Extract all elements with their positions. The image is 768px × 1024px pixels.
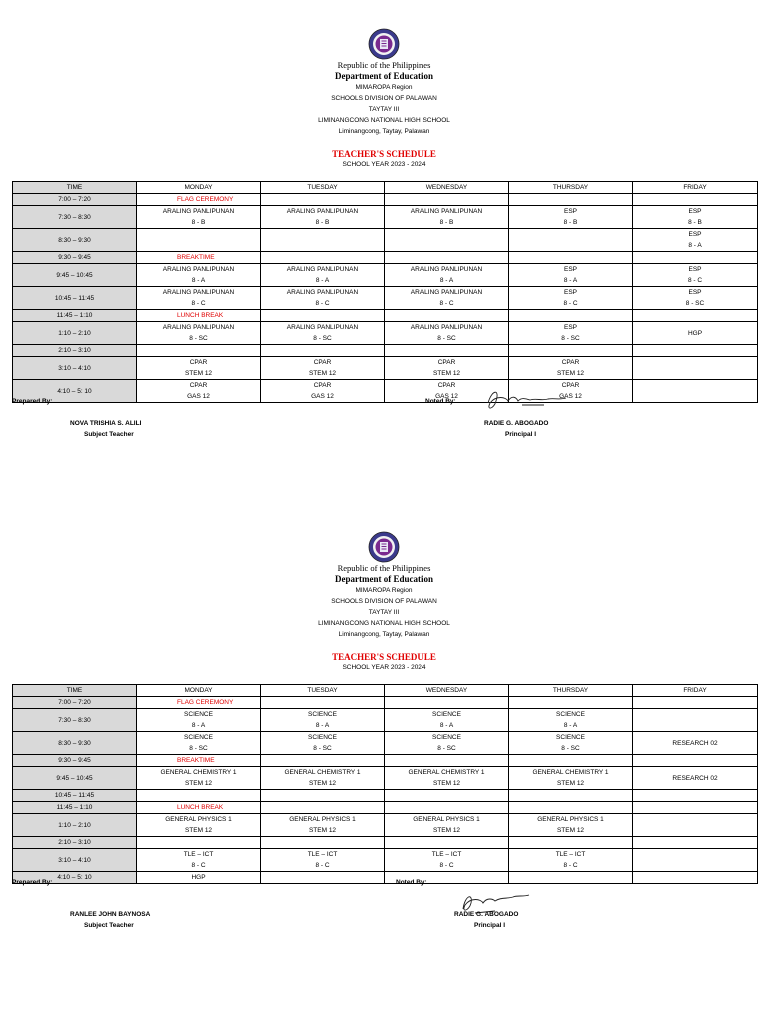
time-cell: 9:45 – 10:45 (13, 264, 137, 287)
schedule-title: TEACHER'S SCHEDULE (332, 652, 436, 662)
column-header: TIME (13, 685, 137, 697)
table-row (13, 767, 758, 790)
event-cell: FLAG CEREMONY (137, 697, 261, 709)
table-row (13, 380, 758, 403)
noted-name: RADIE G. ABOGADO (454, 911, 519, 918)
event-cell: BREAKTIME (137, 755, 261, 767)
deped-seal-icon (368, 28, 400, 60)
class-cell (509, 345, 633, 357)
class-cell: GENERAL CHEMISTRY 1 STEM 12 (137, 767, 261, 790)
class-cell: ESP 8 - C (509, 287, 633, 310)
time-cell: 7:30 – 8:30 (13, 709, 137, 732)
empty-cell (633, 252, 758, 264)
empty-cell (385, 252, 509, 264)
district-line: TAYTAY III (368, 106, 400, 113)
class-cell: GENERAL PHYSICS 1 STEM 12 (385, 814, 509, 837)
time-cell: 9:45 – 10:45 (13, 767, 137, 790)
time-cell: 11:45 – 1:10 (13, 310, 137, 322)
empty-cell (633, 802, 758, 814)
noted-name: RADIE G. ABOGADO (484, 420, 549, 427)
table-row (13, 345, 758, 357)
empty-cell (261, 310, 385, 322)
schedule-title: TEACHER'S SCHEDULE (332, 149, 436, 159)
prepared-role: Subject Teacher (84, 922, 134, 929)
column-header: TUESDAY (261, 182, 385, 194)
class-cell (633, 814, 758, 837)
class-cell: ARALING PANLIPUNAN 8 - SC (137, 322, 261, 345)
class-cell: ARALING PANLIPUNAN 8 - A (261, 264, 385, 287)
empty-cell (509, 252, 633, 264)
time-cell: 9:30 – 9:45 (13, 252, 137, 264)
empty-cell (633, 755, 758, 767)
time-cell: 4:10 – 5: 10 (13, 380, 137, 403)
table-row (13, 837, 758, 849)
class-cell: CPAR STEM 12 (261, 357, 385, 380)
time-cell: 3:10 – 4:10 (13, 849, 137, 872)
department-line: Department of Education (335, 574, 433, 584)
class-cell: ESP 8 - A (509, 264, 633, 287)
class-cell: ARALING PANLIPUNAN 8 - C (261, 287, 385, 310)
time-cell: 4:10 – 5: 10 (13, 872, 137, 884)
class-cell (633, 357, 758, 380)
table-row (13, 310, 758, 322)
table-row (13, 322, 758, 345)
class-cell: CPAR GAS 12 (137, 380, 261, 403)
class-cell (633, 345, 758, 357)
department-line: Department of Education (335, 71, 433, 81)
time-cell: 8:30 – 9:30 (13, 229, 137, 252)
event-cell: LUNCH BREAK (137, 310, 261, 322)
noted-by-label: Noted By: (425, 398, 456, 405)
schedule-table (12, 181, 758, 403)
class-cell: ESP 8 - C (633, 264, 758, 287)
class-cell: ARALING PANLIPUNAN 8 - A (137, 264, 261, 287)
division-line: SCHOOLS DIVISION OF PALAWAN (331, 598, 437, 605)
class-cell: CPAR STEM 12 (509, 357, 633, 380)
principal-signature (482, 385, 572, 415)
empty-cell (261, 697, 385, 709)
time-cell: 10:45 – 11:45 (13, 790, 137, 802)
region-line: MIMAROPA Region (355, 84, 413, 91)
class-cell (509, 837, 633, 849)
class-cell: ARALING PANLIPUNAN 8 - C (385, 287, 509, 310)
column-header: WEDNESDAY (385, 685, 509, 697)
title-block (0, 148, 768, 169)
empty-cell (633, 194, 758, 206)
prepared-name: NOVA TRISHIA S. ALILI (70, 420, 142, 427)
table-row (13, 287, 758, 310)
empty-cell (385, 310, 509, 322)
column-header: THURSDAY (509, 182, 633, 194)
table-row (13, 252, 758, 264)
table-row (13, 229, 758, 252)
schedule-table (12, 684, 758, 884)
column-header: TIME (13, 182, 137, 194)
class-cell: HGP (633, 322, 758, 345)
table-row (13, 849, 758, 872)
column-header: MONDAY (137, 685, 261, 697)
column-header: TUESDAY (261, 685, 385, 697)
school-line: LIMINANGCONG NATIONAL HIGH SCHOOL (318, 620, 450, 627)
empty-cell (633, 310, 758, 322)
noted-by-label: Noted By: (396, 879, 427, 886)
time-cell: 1:10 – 2:10 (13, 814, 137, 837)
class-cell: ESP 8 - B (633, 206, 758, 229)
empty-cell (385, 802, 509, 814)
republic-line: Republic of the Philippines (337, 563, 431, 573)
table-row (13, 709, 758, 732)
class-cell: GENERAL CHEMISTRY 1 STEM 12 (385, 767, 509, 790)
empty-cell (509, 697, 633, 709)
event-cell: BREAKTIME (137, 252, 261, 264)
class-cell (509, 790, 633, 802)
empty-cell (261, 252, 385, 264)
empty-cell (509, 194, 633, 206)
class-cell: SCIENCE 8 - A (385, 709, 509, 732)
class-cell: ARALING PANLIPUNAN 8 - B (261, 206, 385, 229)
table-row (13, 697, 758, 709)
column-header: FRIDAY (633, 685, 758, 697)
class-cell (385, 837, 509, 849)
title-block (0, 651, 768, 672)
class-cell (137, 345, 261, 357)
class-cell: GENERAL CHEMISTRY 1 STEM 12 (509, 767, 633, 790)
empty-cell (385, 697, 509, 709)
time-cell: 3:10 – 4:10 (13, 357, 137, 380)
class-cell (385, 790, 509, 802)
time-cell: 11:45 – 1:10 (13, 802, 137, 814)
class-cell: TLE – ICT 8 - C (509, 849, 633, 872)
school-year: SCHOOL YEAR 2023 - 2024 (342, 664, 426, 671)
empty-cell (261, 194, 385, 206)
class-cell (633, 849, 758, 872)
class-cell: SCIENCE 8 - SC (385, 732, 509, 755)
class-cell (261, 229, 385, 252)
class-cell (137, 837, 261, 849)
class-cell: ARALING PANLIPUNAN 8 - SC (261, 322, 385, 345)
class-cell (261, 837, 385, 849)
table-row (13, 264, 758, 287)
class-cell: SCIENCE 8 - SC (509, 732, 633, 755)
table-row (13, 732, 758, 755)
school-line: LIMINANGCONG NATIONAL HIGH SCHOOL (318, 117, 450, 124)
empty-cell (261, 755, 385, 767)
republic-line: Republic of the Philippines (337, 60, 431, 70)
class-cell: SCIENCE 8 - SC (261, 732, 385, 755)
class-cell: SCIENCE 8 - A (137, 709, 261, 732)
class-cell (261, 790, 385, 802)
class-cell: CPAR GAS 12 (385, 380, 509, 403)
empty-cell (509, 310, 633, 322)
class-cell: SCIENCE 8 - A (509, 709, 633, 732)
prepared-name: RANLEE JOHN BAYNOSA (70, 911, 151, 918)
table-row (13, 206, 758, 229)
class-cell: GENERAL PHYSICS 1 STEM 12 (509, 814, 633, 837)
class-cell: RESEARCH 02 (633, 767, 758, 790)
class-cell: CPAR GAS 12 (509, 380, 633, 403)
class-cell: ESP 8 - A (633, 229, 758, 252)
class-cell: GENERAL PHYSICS 1 STEM 12 (137, 814, 261, 837)
table-row (13, 802, 758, 814)
empty-cell (385, 755, 509, 767)
class-cell (509, 872, 633, 884)
class-cell (633, 837, 758, 849)
time-cell: 10:45 – 11:45 (13, 287, 137, 310)
empty-cell (385, 194, 509, 206)
class-cell: ARALING PANLIPUNAN 8 - B (137, 206, 261, 229)
class-cell (633, 709, 758, 732)
empty-cell (509, 755, 633, 767)
letterhead (0, 60, 768, 137)
column-header: THURSDAY (509, 685, 633, 697)
class-cell: TLE – ICT 8 - C (385, 849, 509, 872)
column-header: FRIDAY (633, 182, 758, 194)
time-cell: 8:30 – 9:30 (13, 732, 137, 755)
class-cell (633, 872, 758, 884)
class-cell: ARALING PANLIPUNAN 8 - A (385, 264, 509, 287)
class-cell: ARALING PANLIPUNAN 8 - C (137, 287, 261, 310)
time-cell: 7:30 – 8:30 (13, 206, 137, 229)
address-line: Liminangcong, Taytay, Palawan (338, 631, 430, 638)
table-row (13, 790, 758, 802)
column-header: MONDAY (137, 182, 261, 194)
event-cell: LUNCH BREAK (137, 802, 261, 814)
class-cell (261, 872, 385, 884)
class-cell: ESP 8 - B (509, 206, 633, 229)
empty-cell (633, 697, 758, 709)
noted-role: Principal I (505, 431, 537, 438)
time-cell: 7:00 – 7:20 (13, 194, 137, 206)
class-cell: SCIENCE 8 - A (261, 709, 385, 732)
event-cell: FLAG CEREMONY (137, 194, 261, 206)
class-cell: ARALING PANLIPUNAN 8 - B (385, 206, 509, 229)
class-cell: ESP 8 - SC (633, 287, 758, 310)
division-line: SCHOOLS DIVISION OF PALAWAN (331, 95, 437, 102)
noted-role: Principal I (474, 922, 506, 929)
prepared-by-label: Prepared By: (12, 398, 53, 405)
time-cell: 1:10 – 2:10 (13, 322, 137, 345)
prepared-by-label: Prepared By: (12, 879, 53, 886)
prepared-role: Subject Teacher (84, 431, 134, 438)
deped-seal-icon (368, 531, 400, 563)
class-cell (261, 345, 385, 357)
address-line: Liminangcong, Taytay, Palawan (338, 128, 430, 135)
class-cell: ARALING PANLIPUNAN 8 - SC (385, 322, 509, 345)
class-cell: HGP (137, 872, 261, 884)
letterhead (0, 563, 768, 640)
table-row (13, 357, 758, 380)
table-row (13, 194, 758, 206)
class-cell (633, 380, 758, 403)
time-cell: 9:30 – 9:45 (13, 755, 137, 767)
class-cell: CPAR GAS 12 (261, 380, 385, 403)
class-cell: TLE – ICT 8 - C (261, 849, 385, 872)
time-cell: 7:00 – 7:20 (13, 697, 137, 709)
empty-cell (261, 802, 385, 814)
class-cell: GENERAL CHEMISTRY 1 STEM 12 (261, 767, 385, 790)
class-cell: CPAR STEM 12 (385, 357, 509, 380)
class-cell: TLE – ICT 8 - C (137, 849, 261, 872)
class-cell (385, 345, 509, 357)
class-cell (137, 229, 261, 252)
table-row (13, 814, 758, 837)
class-cell: SCIENCE 8 - SC (137, 732, 261, 755)
class-cell: GENERAL PHYSICS 1 STEM 12 (261, 814, 385, 837)
empty-cell (509, 802, 633, 814)
region-line: MIMAROPA Region (355, 587, 413, 594)
class-cell (509, 229, 633, 252)
table-row (13, 872, 758, 884)
school-year: SCHOOL YEAR 2023 - 2024 (342, 161, 426, 168)
class-cell: ESP 8 - SC (509, 322, 633, 345)
time-cell: 2:10 – 3:10 (13, 345, 137, 357)
class-cell: CPAR STEM 12 (137, 357, 261, 380)
class-cell: RESEARCH 02 (633, 732, 758, 755)
district-line: TAYTAY III (368, 609, 400, 616)
column-header: WEDNESDAY (385, 182, 509, 194)
class-cell (137, 790, 261, 802)
class-cell (633, 790, 758, 802)
time-cell: 2:10 – 3:10 (13, 837, 137, 849)
table-row (13, 755, 758, 767)
class-cell (385, 229, 509, 252)
